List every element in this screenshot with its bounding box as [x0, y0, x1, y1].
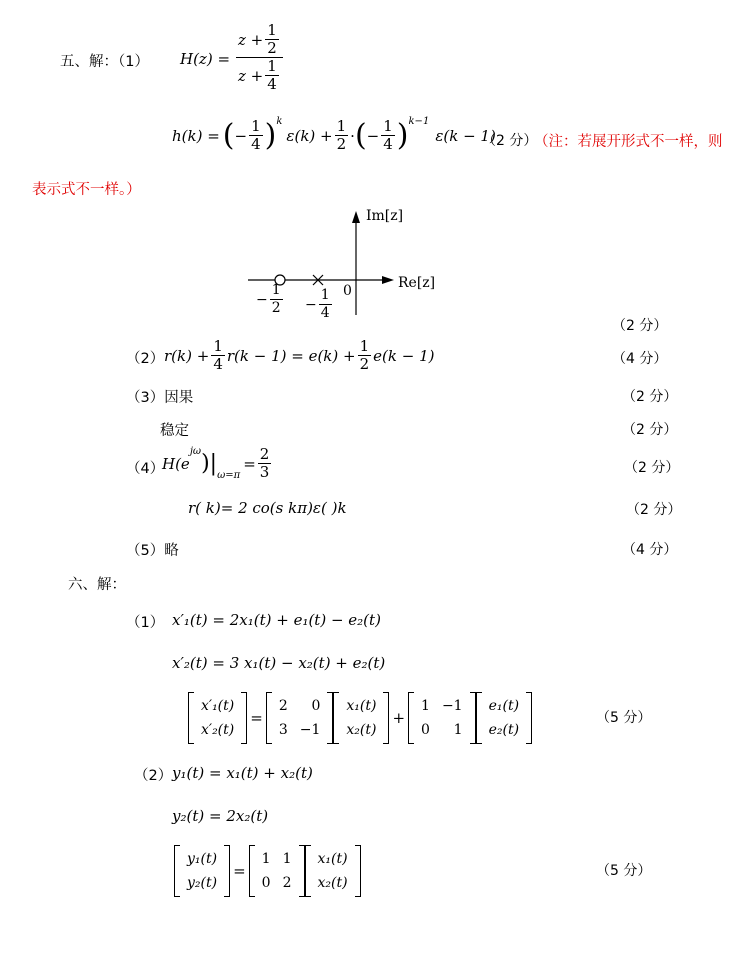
section6-heading: 六、解：: [68, 577, 126, 593]
output-matrix-equation: [174, 845, 361, 897]
re-label: Re[z]: [398, 275, 436, 291]
b-12: −1: [441, 698, 463, 714]
hz-num-z: z +: [238, 30, 264, 49]
e-1: e₁(t): [488, 698, 520, 714]
c-22: 2: [282, 875, 292, 891]
hk-f3n: 1: [383, 117, 393, 135]
s6-p1-head: （1）: [126, 615, 165, 631]
c-21: 0: [261, 875, 271, 891]
origin-label: 0: [343, 283, 352, 299]
hk-term2: ε(k − 1): [435, 126, 496, 145]
pole-label: [305, 287, 334, 322]
hk-minus2: −: [366, 126, 380, 145]
eq-sign-1: =: [250, 709, 263, 727]
p3b-score: （2 分）: [622, 422, 678, 438]
b-11: 1: [421, 698, 430, 714]
p4b-score: （2 分）: [626, 502, 682, 518]
zero-label-n: 1: [271, 282, 281, 298]
p2-f2d: 2: [359, 355, 370, 373]
plot-score: （2 分）: [612, 318, 668, 334]
a-21: 3: [278, 722, 288, 738]
x2-1: x₁(t): [317, 851, 348, 867]
re-arrow-icon: [382, 276, 394, 284]
p3-score: （2 分）: [622, 389, 678, 405]
state-matrix-equation: [188, 692, 532, 744]
hz-num-frac-d: 2: [267, 39, 277, 57]
matrix-x: [333, 692, 389, 744]
p2-f2n: 1: [359, 337, 370, 355]
p2-c: e(k − 1): [373, 346, 435, 365]
zero-label-d: 2: [271, 300, 281, 316]
hk-lhs: h(k) =: [172, 126, 220, 145]
note-line1: （注：若展开形式不一样，则: [534, 134, 723, 150]
c-12: 1: [282, 851, 292, 867]
p4-equation: H(e $^{j\omega}$ )| $_{\omega=\pi}$ = $\frac{2}{3}$: [162, 445, 270, 481]
zero-label: [256, 282, 285, 317]
s6-p2-head: （2）: [134, 768, 173, 784]
im-label: Im[z]: [366, 208, 404, 224]
xdot-1: x′₁(t): [201, 698, 235, 714]
hz-fraction: [236, 22, 283, 93]
hk-f2d: 2: [336, 135, 347, 153]
p5-text: （5）略: [126, 543, 179, 559]
note-line2: 表示式不一样。）: [32, 182, 141, 198]
eq-sign-2: =: [233, 862, 246, 880]
p4-d: 3: [259, 463, 270, 481]
y-2: y₂(t): [187, 875, 218, 891]
hk-term1: ε(k) +: [286, 126, 333, 145]
hk-f1n: 1: [251, 117, 261, 135]
matrix-e: [476, 692, 532, 744]
section5-heading: 五、解：（1）: [60, 54, 149, 70]
p4-head: （4）: [126, 461, 165, 477]
plus-sign: +: [392, 709, 406, 727]
matrix-y: [174, 845, 230, 897]
hk-f2n: 1: [336, 117, 347, 135]
zero-label-minus: −: [256, 291, 268, 308]
hk-f3d: 4: [383, 135, 393, 153]
matrix-c: [249, 845, 305, 897]
matrix-x2: [305, 845, 361, 897]
b-21: 0: [421, 722, 430, 738]
s6-eq3: y₁(t) = x₁(t) + x₂(t): [172, 764, 313, 782]
p4-sub: ω=π: [217, 470, 241, 481]
p3-head: （3）因果: [126, 390, 194, 406]
x-1: x₁(t): [346, 698, 377, 714]
s6-p1-score: （5 分）: [596, 710, 652, 726]
hk-score: （2 分）: [482, 133, 538, 149]
s6-eq1: x′₁(t) = 2x₁(t) + e₁(t) − e₂(t): [172, 611, 381, 629]
a-12: 0: [311, 698, 321, 714]
hz-num-frac-n: 1: [267, 21, 277, 39]
p2-a: r(k) +: [164, 346, 210, 365]
p2-f1d: 4: [213, 355, 223, 373]
p2-score: （4 分）: [612, 351, 668, 367]
im-arrow-icon: [352, 211, 360, 223]
hz-den-z: z +: [238, 66, 264, 85]
matrix-a: [266, 692, 334, 744]
a-22: −1: [299, 722, 321, 738]
hz-den-frac-d: 4: [267, 75, 277, 93]
x2-2: x₂(t): [317, 875, 348, 891]
s6-p2-score: （5 分）: [596, 863, 652, 879]
p4-score: （2 分）: [624, 460, 680, 476]
p4b-equation: r( k)= 2 co(s kπ)ε( )k: [188, 499, 347, 517]
x-2: x₂(t): [346, 722, 377, 738]
hk-exp1: k: [276, 116, 283, 127]
p3b-text: 稳定: [160, 423, 189, 439]
e-2: e₂(t): [488, 722, 520, 738]
pole-label-minus: −: [305, 296, 317, 313]
p4-n: 2: [259, 445, 270, 463]
p4-sup: jω: [189, 446, 202, 457]
p2-equation: [164, 338, 434, 373]
pole-label-d: 4: [320, 305, 330, 321]
s6-eq2: x′₂(t) = 3 x₁(t) − x₂(t) + e₂(t): [172, 654, 386, 672]
pole-label-n: 1: [320, 287, 330, 303]
c-11: 1: [261, 851, 271, 867]
a-11: 2: [278, 698, 288, 714]
hk-minus1: −: [234, 126, 248, 145]
p5-score: （4 分）: [622, 542, 678, 558]
hk-dot: ·: [350, 126, 355, 145]
matrix-xdot: [188, 692, 247, 744]
p2-f1n: 1: [213, 337, 223, 355]
y-1: y₁(t): [187, 851, 218, 867]
hz-lhs: H(z) =: [180, 50, 231, 68]
b-22: 1: [453, 722, 463, 738]
p2-b: r(k − 1) = e(k) +: [226, 346, 356, 365]
hk-f1d: 4: [251, 135, 261, 153]
xdot-2: x′₂(t): [201, 722, 235, 738]
hk-exp2: k−1: [408, 116, 430, 127]
p2-head: （2）: [126, 351, 165, 367]
p4-h: H(e: [162, 454, 190, 473]
hz-den-frac-n: 1: [267, 57, 277, 75]
matrix-b: [408, 692, 476, 744]
p4-paren: )|: [201, 451, 218, 476]
hk-equation: h(k) = ( − $\frac{1}{4}$ ) $^k$ ε(k) + $\frac{1}{2}$ · ( − $\frac{1}{4}$ ) $^{k-1}$ ε(k − 1): [172, 116, 496, 153]
s6-eq4: y₂(t) = 2x₂(t): [172, 807, 269, 825]
